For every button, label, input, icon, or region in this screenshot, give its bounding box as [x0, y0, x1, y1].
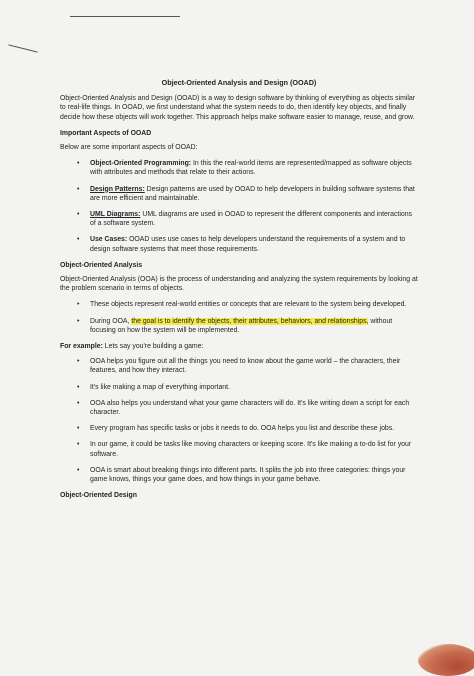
bullet-icon: • — [77, 383, 80, 391]
scan-mark-top — [70, 16, 180, 17]
aspect-term: Object-Oriented Programming: — [90, 160, 192, 168]
list-item — [60, 159, 418, 177]
bullet-icon: • — [77, 466, 80, 474]
ooa-bullet-text-pre: During OOA, — [90, 317, 132, 325]
list-item — [60, 210, 418, 228]
ood-heading: Object-Oriented Design — [60, 492, 137, 500]
list-item — [60, 424, 418, 433]
ooa-bullet-text: These objects represent real-world entities or concepts that are relevant to the system being developed. — [90, 301, 407, 309]
bullet-icon: • — [77, 185, 80, 193]
example-bullet-text: In our game, it could be tasks like moving characters or keeping score. It's like making a to-do list for your software. — [90, 441, 412, 458]
example-intro — [60, 342, 418, 351]
document-body — [60, 78, 418, 506]
ooa-heading: Object-Oriented Analysis — [60, 261, 143, 269]
bullet-icon: • — [77, 301, 80, 309]
list-item — [60, 235, 418, 253]
ooa-bullet-text-post: without focusing on how the system will be implemented. — [90, 317, 393, 334]
ooa-intro: Object-Oriented Analysis (OOA) is the process of understanding and analyzing the system requirements by looking at the problem scenario in terms of objects. — [60, 276, 418, 293]
example-bullet-text: OOA is smart about breaking things into different parts. It splits the job into three categories: things your game knows, things your game does, and how things in your game behave. — [90, 466, 406, 484]
list-item — [60, 399, 418, 417]
aspect-text: In this the real-world items are represented/mapped as software objects with attributes and methods that relate to their actions. — [90, 160, 412, 177]
bullet-icon: • — [77, 236, 80, 244]
aspect-text: Design patterns are used by OOAD to help developers in building software systems that are more efficient and maintainable. — [90, 185, 415, 202]
aspect-term: UML Diagrams: — [90, 211, 141, 219]
example-bullet-text: OOA also helps you understand what your game characters will do. It's like writing down a script for each character. — [90, 399, 410, 417]
example-heading: For example: — [60, 343, 103, 351]
ooa-list — [60, 300, 418, 335]
bullet-icon: • — [77, 399, 80, 407]
bullet-icon: • — [77, 160, 80, 168]
list-item — [60, 357, 418, 375]
list-item — [60, 317, 418, 335]
example-bullet-text: It's like making a map of everything important. — [90, 383, 230, 391]
intro-paragraph: Object-Oriented Analysis and Design (OOAD) is a way to design software by thinking of everything as objects similar to real-life things. In OOAD, we first understand what the system needs to do, then identify key objects, and finally decide how these objects will work together. This approach helps make software easier to manage, reuse, and grow. — [60, 95, 416, 121]
aspect-text: OOAD uses use cases to help developers understand the requirements of a system and to design software systems that meet those requirements. — [90, 236, 406, 253]
bullet-icon: • — [77, 317, 80, 325]
finger-in-frame — [418, 644, 474, 676]
example-list — [60, 357, 418, 484]
aspects-list — [60, 159, 418, 254]
list-item — [60, 440, 418, 458]
highlighted-text: the goal is to identify the objects, their attributes, behaviors, and relationships, — [131, 317, 369, 325]
list-item — [60, 300, 418, 309]
aspect-text: UML diagrams are used in OOAD to represent the different components and interactions of a software system. — [90, 211, 412, 228]
example-bullet-text: Every program has specific tasks or jobs it needs to do. OOA helps you list and describe these jobs. — [90, 425, 395, 433]
aspect-term: Use Cases: — [90, 236, 128, 244]
bullet-icon: • — [77, 441, 80, 449]
aspects-heading: Important Aspects of OOAD — [60, 129, 152, 137]
example-text: Lets say you're building a game: — [102, 343, 204, 351]
aspects-intro: Below are some important aspects of OOAD: — [60, 144, 198, 152]
list-item — [60, 466, 418, 484]
list-item — [60, 383, 418, 392]
bullet-icon: • — [77, 211, 80, 219]
aspect-term: Design Patterns: — [90, 185, 145, 193]
scan-mark-left — [8, 44, 37, 52]
list-item — [60, 185, 418, 203]
example-bullet-text: OOA helps you figure out all the things you need to know about the game world – the characters, their features, and how they interact. — [90, 358, 401, 375]
bullet-icon: • — [77, 425, 80, 433]
bullet-icon: • — [77, 358, 80, 366]
page-title: Object-Oriented Analysis and Design (OOAD) — [161, 78, 317, 87]
